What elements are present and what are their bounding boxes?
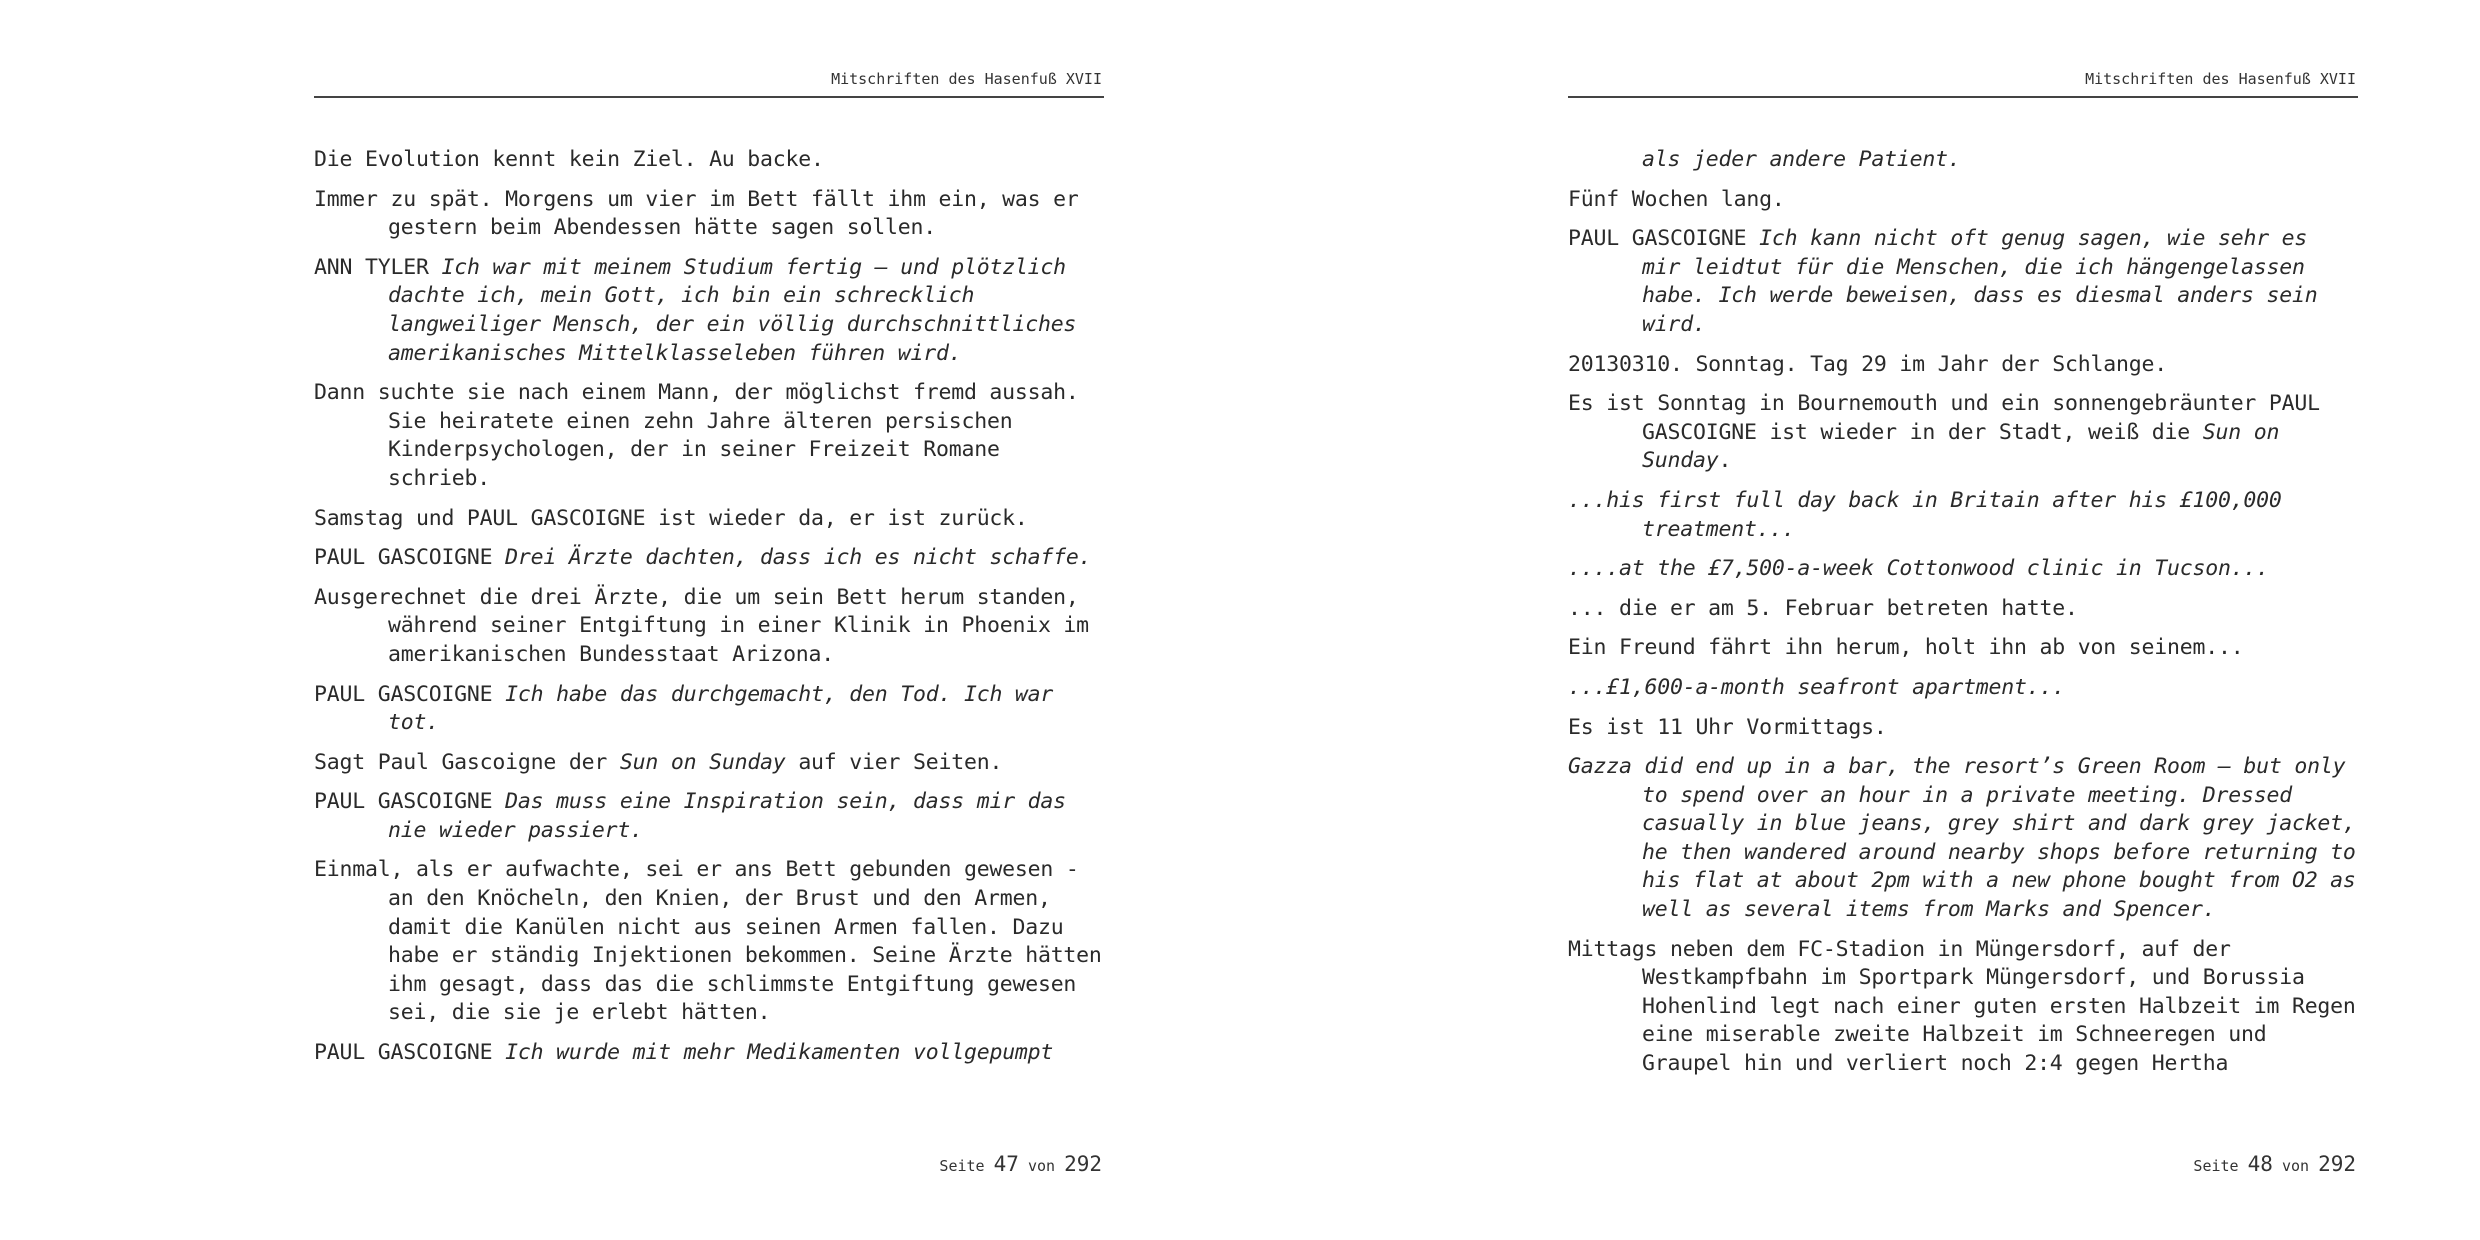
quote-paragraph — [314, 544, 1104, 573]
paragraph: Es ist 11 Uhr Vormittags. — [1568, 714, 1887, 740]
page-footer — [2193, 1152, 2356, 1176]
paragraph: Immer zu spät. Morgens um vier im Bett fällt ihm ein, was er gestern beim Abendessen hätte sagen sollen. — [314, 186, 1079, 241]
speaker-name: PAUL GASCOIGNE — [314, 681, 493, 707]
paragraph: Ausgerechnet die drei Ärzte, die um sein Bett herum standen, während seiner Entgiftung in einer Klinik in Phoenix im amerikanischen Bundesstaat Arizona. — [314, 584, 1089, 667]
quote-paragraph — [314, 681, 1104, 738]
paragraph: Dann suchte sie nach einem Mann, der möglichst fremd aussah. Sie heiratete einen zehn Jahre älteren persischen Kinderpsychologen, der in seiner Freizeit Romane schrieb. — [314, 380, 1079, 491]
quote-paragraph — [314, 1039, 1104, 1068]
header-rule — [1568, 96, 2358, 98]
paragraph: ... die er am 5. Februar betreten hatte. — [1568, 595, 2078, 621]
quote-text: Ich war mit meinem Studium fertig – und plötzlich dachte ich, mein Gott, ich bin ein schrecklich langweiliger Mensch, der ein völlig durchschnittliches amerikanisches Mittelklasseleben führen wird. — [388, 254, 1077, 366]
page-footer — [939, 1152, 1102, 1176]
paragraph: Mittags neben dem FC-Stadion in Müngersdorf, auf der Westkampfbahn im Sportpark Müngersdorf, und Borussia Hohenlind legt nach einer guten ersten Halbzeit im Regen eine miserable zweite Halbzeit im Schneeregen und Graupel hin und verliert noch 2:4 gegen Hertha — [1568, 936, 2356, 1077]
publication-title: Sun on Sunday — [619, 749, 786, 775]
footer-sep: von — [2281, 1157, 2310, 1175]
speaker-name: ANN TYLER — [314, 254, 429, 280]
quote-paragraph — [1568, 225, 2358, 339]
paragraph: Einmal, als er aufwachte, sei er ans Bett gebunden gewesen - an den Knöcheln, den Knien, der Brust und den Armen, damit die Kanülen nicht aus seinen Armen fallen. Dazu habe er ständig Injektionen bekommen. Seine Ärzte hätten ihm gesagt, dass das die schlimmste Entgiftung gewesen sei, die sie je erlebt hätten. — [314, 857, 1102, 1026]
paragraph — [1568, 390, 2358, 476]
page-number: 48 — [2247, 1152, 2273, 1176]
paragraph: Samstag und PAUL GASCOIGNE ist wieder da, er ist zurück. — [314, 505, 1028, 531]
speaker-name: PAUL GASCOIGNE — [314, 1040, 493, 1066]
text-run: Sagt Paul Gascoigne der — [314, 749, 608, 775]
speaker-name: PAUL GASCOIGNE — [314, 545, 493, 571]
quote-text: Ich habe das durchgemacht, den Tod. Ich war tot. — [388, 681, 1054, 736]
footer-sep: von — [1027, 1157, 1056, 1175]
page-total: 292 — [2318, 1152, 2356, 1176]
page-body — [314, 146, 1104, 1079]
quote-paragraph — [314, 254, 1104, 368]
speaker-name: PAUL GASCOIGNE — [314, 789, 493, 815]
english-quote: ...£1,600-a-month seafront apartment... — [1568, 674, 2066, 700]
paragraph: Fünf Wochen lang. — [1568, 186, 1785, 212]
paragraph — [314, 749, 1104, 778]
quote-text: Drei Ärzte dachten, dass ich es nicht schaffe. — [505, 545, 1092, 571]
page-body — [1568, 146, 2358, 1090]
page-number: 47 — [993, 1152, 1019, 1176]
page-total: 292 — [1064, 1152, 1102, 1176]
footer-prefix: Seite — [2193, 1157, 2239, 1175]
text-run: Es ist Sonntag in Bournemouth und ein sonnengebräunter PAUL GASCOIGNE ist wieder in der Stadt, weiß die — [1568, 391, 2320, 445]
text-run: auf vier Seiten. — [798, 749, 1003, 775]
publication-title: Sun on Sunday — [1642, 419, 2280, 474]
english-quote: ...his first full day back in Britain after his £100,000 treatment... — [1568, 487, 2282, 542]
paragraph: Die Evolution kennt kein Ziel. Au backe. — [314, 147, 824, 172]
quote-continuation: als jeder andere Patient. — [1642, 147, 1961, 172]
quote-paragraph — [314, 788, 1104, 845]
paragraph: 20130310. Sonntag. Tag 29 im Jahr der Schlange. — [1568, 351, 2167, 377]
running-header: Mitschriften des Hasenfuß XVII — [2085, 70, 2356, 88]
paragraph: Ein Freund fährt ihn herum, holt ihn ab von seinem... — [1568, 635, 2244, 661]
header-rule — [314, 96, 1104, 98]
english-quote: Gazza did end up in a bar, the resort’s Green Room – but only to spend over an hour in a private meeting. Dressed casually in blue jeans, grey shirt and dark grey jacket, he then wandered around nearby shops before returning to his flat at about 2pm with a new phone bought from O2 as well as several items from Marks and Spencer. — [1568, 754, 2356, 923]
footer-prefix: Seite — [939, 1157, 985, 1175]
quote-text: Das muss eine Inspiration sein, dass mir das nie wieder passiert. — [388, 789, 1066, 843]
english-quote: ....at the £7,500-a-week Cottonwood clinic in Tucson... — [1568, 556, 2269, 582]
quote-text: Ich wurde mit mehr Medikamenten vollgepumpt — [505, 1040, 1054, 1066]
quote-text: Ich kann nicht oft genug sagen, wie sehr es mir leidtut für die Menschen, die ich hängengelassen habe. Ich werde beweisen, dass es diesmal anders sein wird. — [1642, 226, 2318, 337]
text-run: . — [1718, 448, 1732, 474]
speaker-name: PAUL GASCOIGNE — [1568, 226, 1747, 252]
running-header: Mitschriften des Hasenfuß XVII — [831, 70, 1102, 88]
